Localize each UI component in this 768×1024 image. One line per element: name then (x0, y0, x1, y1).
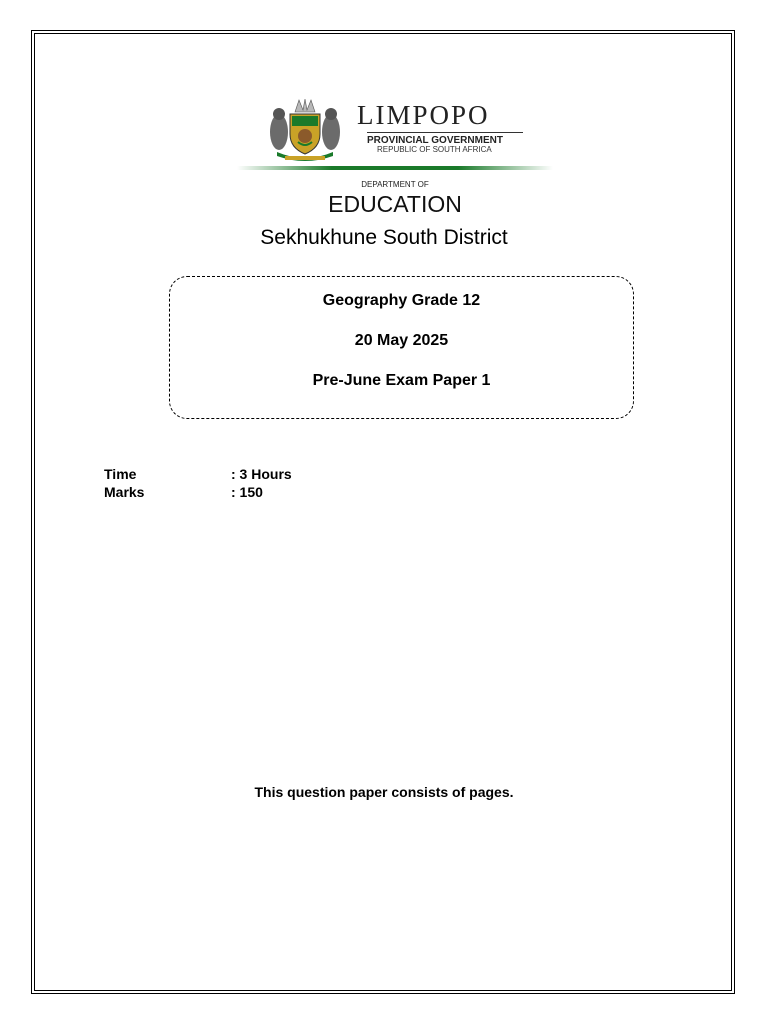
department-name: EDUCATION (328, 191, 462, 217)
exam-paper: Pre-June Exam Paper 1 (312, 372, 491, 389)
marks-label: Marks (104, 484, 145, 500)
exam-subject: Geography Grade 12 (322, 292, 481, 309)
coat-of-arms-icon (265, 98, 345, 162)
limpopo-logo (237, 96, 557, 222)
government-label: PROVINCIAL GOVERNMENT (367, 132, 523, 146)
green-divider (237, 166, 553, 170)
page-count-note: This question paper consists of pages. (254, 784, 514, 800)
exam-info-box (169, 276, 634, 419)
time-label: Time (104, 466, 137, 482)
exam-date: 20 May 2025 (354, 332, 449, 349)
department-of-label: DEPARTMENT OF (361, 180, 429, 189)
district-title: Sekhukhune South District (260, 226, 508, 249)
province-name: LIMPOPO (357, 100, 490, 130)
republic-label: REPUBLIC OF SOUTH AFRICA (377, 145, 492, 154)
marks-value: : 150 (231, 484, 263, 500)
time-value: : 3 Hours (231, 466, 292, 482)
